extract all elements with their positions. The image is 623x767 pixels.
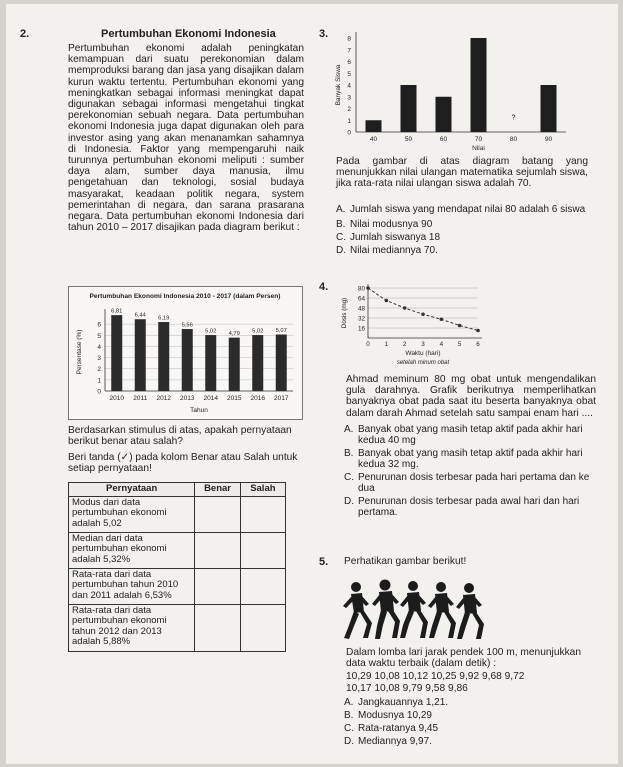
chart1-title: Pertumbuhan Ekonomi Indonesia 2010 - 2017 (dalam Persen) bbox=[89, 293, 281, 300]
q5-option-a[interactable] bbox=[344, 697, 584, 708]
benar-checkbox-cell[interactable] bbox=[195, 568, 240, 604]
statement-table bbox=[68, 482, 286, 652]
chart3-xtick: 5 bbox=[457, 341, 462, 348]
runners-illustration bbox=[340, 578, 490, 642]
header-salah: Salah bbox=[240, 483, 285, 497]
chart3-ytick: 80 bbox=[357, 285, 365, 293]
benar-checkbox-cell[interactable] bbox=[195, 496, 240, 532]
chart2-bar bbox=[541, 85, 557, 132]
q4-option-c[interactable] bbox=[344, 472, 600, 494]
table-row bbox=[69, 604, 286, 651]
drug-dose-chart-svg bbox=[336, 280, 496, 372]
table-row bbox=[69, 532, 286, 568]
chart3-xtick: 4 bbox=[439, 341, 444, 348]
option-letter: D. bbox=[344, 736, 354, 747]
q2-number: 2. bbox=[20, 28, 30, 40]
option-text: Penurunan dosis terbesar pada hari pertama dan ke dua bbox=[358, 472, 590, 494]
q4-options bbox=[344, 424, 600, 518]
chart1-ytick: 1 bbox=[97, 377, 101, 385]
chart3-point bbox=[458, 324, 462, 328]
option-text: Rata-ratanya 9,45 bbox=[358, 723, 439, 734]
runner-3 bbox=[400, 581, 428, 638]
chart1-bar bbox=[205, 335, 216, 391]
option-text: Nilai mediannya 70. bbox=[350, 245, 438, 256]
chart1-xtick: 2014 bbox=[203, 395, 218, 402]
chart2-missing-label: ? bbox=[511, 114, 516, 122]
chart3-xlabel-2: setelah minum obat bbox=[396, 360, 450, 366]
chart2-xlabel: Nilai bbox=[472, 145, 485, 152]
chart1-xtick: 2012 bbox=[156, 395, 171, 402]
chart1-bar bbox=[252, 335, 263, 391]
option-text: Banyak obat yang masih tetap aktif pada akhir hari kedua 40 mg bbox=[358, 424, 583, 446]
statement-text: Modus dari data pertumbuhan ekonomi adalah 5,02 bbox=[69, 496, 195, 532]
drug-dose-chart bbox=[336, 280, 496, 372]
chart1-xtick: 2011 bbox=[133, 395, 148, 402]
salah-checkbox-cell[interactable] bbox=[240, 568, 285, 604]
chart3-ytick: 48 bbox=[357, 305, 365, 313]
q5-question: Dalam lomba lari jarak pendek 100 m, menunjukkan data waktu terbaik (dalam detik) : bbox=[346, 647, 581, 670]
chart1-value-label: 5,07 bbox=[275, 328, 287, 335]
option-letter: A. bbox=[336, 204, 346, 215]
statement-table-header bbox=[69, 483, 286, 497]
option-letter: D. bbox=[336, 245, 346, 256]
chart1-value-label: 6,19 bbox=[158, 315, 170, 322]
chart2-xtick: 50 bbox=[404, 136, 413, 143]
chart2-xtick: 40 bbox=[369, 136, 378, 143]
chart1-bar bbox=[276, 335, 287, 391]
runner-4 bbox=[428, 582, 456, 638]
chart1-ytick: 0 bbox=[97, 388, 101, 396]
option-letter: A. bbox=[344, 697, 354, 708]
chart3-point bbox=[366, 286, 370, 290]
option-letter: B. bbox=[336, 219, 346, 230]
q3-option-d[interactable] bbox=[336, 245, 592, 256]
chart2-xtick: 90 bbox=[544, 136, 553, 143]
chart2-ytick: 6 bbox=[347, 59, 351, 66]
chart3-xtick: 1 bbox=[384, 341, 389, 348]
chart3-ytick: 64 bbox=[357, 295, 365, 303]
q4-question: Ahmad meminum 80 mg obat untuk mengendalikan gula darahnya. Grafik berikutnya memperlihatkan banyaknya obat pada saat itu beserta banyaknya obat dalam darah Ahmad setelah satu sampai enam hari .... bbox=[346, 374, 596, 419]
option-text: Modusnya 10,29 bbox=[358, 710, 432, 721]
chart3-point bbox=[421, 312, 425, 316]
chart1-ytick: 2 bbox=[97, 366, 101, 374]
q4-option-b[interactable] bbox=[344, 448, 600, 470]
chart1-value-label: 6,81 bbox=[111, 308, 123, 315]
chart1-bar bbox=[111, 315, 122, 391]
chart3-ytick: 16 bbox=[357, 325, 365, 333]
chart2-xtick: 80 bbox=[509, 136, 518, 143]
economic-growth-chart-svg bbox=[69, 287, 302, 419]
option-letter: C. bbox=[344, 472, 354, 483]
chart3-point bbox=[403, 306, 407, 310]
option-letter: C. bbox=[344, 723, 354, 734]
option-text: Nilai modusnya 90 bbox=[350, 219, 433, 230]
table-row bbox=[69, 496, 286, 532]
q2-after-chart: Berdasarkan stimulus di atas, apakah pernyataan berikut benar atau salah? bbox=[68, 425, 292, 448]
chart1-ytick: 4 bbox=[97, 343, 101, 351]
chart3-point bbox=[476, 329, 480, 333]
chart2-ytick: 8 bbox=[347, 35, 351, 43]
q5-option-b[interactable] bbox=[344, 710, 584, 721]
q4-number: 4. bbox=[319, 281, 329, 293]
q5-data-line-2: 10,17 10,08 9,79 9,58 9,86 bbox=[346, 683, 468, 694]
option-text: Banyak obat yang masih tetap aktif pada akhir hari kedua 32 mg. bbox=[358, 448, 583, 470]
chart1-value-label: 5,02 bbox=[252, 328, 264, 335]
chart3-xtick: 0 bbox=[366, 341, 370, 348]
q2-title: Pertumbuhan Ekonomi Indonesia bbox=[101, 28, 276, 40]
salah-checkbox-cell[interactable] bbox=[240, 604, 285, 651]
q5-number: 5. bbox=[319, 556, 329, 568]
chart3-ylabel: Dosis (mg) bbox=[341, 297, 348, 329]
chart1-xtick: 2015 bbox=[227, 395, 242, 402]
benar-checkbox-cell[interactable] bbox=[195, 532, 240, 568]
economic-growth-chart bbox=[68, 286, 303, 420]
chart1-ytick: 5 bbox=[97, 332, 101, 340]
q5-option-c[interactable] bbox=[344, 723, 584, 734]
chart2-bar bbox=[436, 97, 452, 132]
statement-text: Rata-rata dari data pertumbuhan ekonomi tahun 2012 dan 2013 adalah 5,88% bbox=[69, 604, 195, 651]
chart3-point bbox=[440, 317, 444, 321]
statement-text: Rata-rata dari data pertumbuhan tahun 2010 dan 2011 adalah 6,53% bbox=[69, 568, 195, 604]
q4-option-d[interactable] bbox=[344, 496, 600, 518]
q3-options bbox=[336, 204, 592, 256]
statement-text: Median dari data pertumbuhan ekonomi adalah 5,32% bbox=[69, 532, 195, 568]
chart2-ytick: 3 bbox=[347, 94, 351, 102]
chart3-xtick: 6 bbox=[476, 341, 480, 348]
benar-checkbox-cell[interactable] bbox=[195, 604, 240, 651]
chart2-ytick: 7 bbox=[347, 47, 351, 55]
chart1-value-label: 6,44 bbox=[134, 312, 146, 319]
chart2-ylabel: Banyak Siswa bbox=[335, 64, 342, 106]
chart2-ytick: 2 bbox=[347, 106, 351, 113]
option-letter: A. bbox=[344, 424, 354, 435]
chart2-ytick: 0 bbox=[347, 129, 351, 137]
q5-prompt: Perhatikan gambar berikut! bbox=[344, 556, 467, 567]
option-letter: B. bbox=[344, 448, 354, 459]
q3-question: Pada gambar di atas diagram batang yang menunjukkan nilai ulangan matematika sejumlah siswa, jika rata-rata nilai ulangan siswa adalah 70. bbox=[336, 156, 588, 190]
chart1-xtick: 2013 bbox=[180, 395, 195, 402]
student-score-chart-svg bbox=[334, 26, 574, 152]
option-text: Penurunan dosis terbesar pada awal hari dan hari pertama. bbox=[358, 496, 580, 518]
option-letter: B. bbox=[344, 710, 354, 721]
chart2-xtick: 70 bbox=[474, 136, 483, 143]
chart1-xtick: 2017 bbox=[274, 395, 289, 402]
q5-options bbox=[344, 697, 584, 747]
option-text: Jumlah siswa yang mendapat nilai 80 adalah 6 siswa bbox=[350, 204, 586, 215]
chart3-point bbox=[385, 299, 389, 303]
q5-option-d[interactable] bbox=[344, 736, 584, 747]
chart1-xtick: 2010 bbox=[109, 395, 124, 402]
runner-5 bbox=[456, 583, 484, 639]
option-letter: D. bbox=[344, 496, 354, 507]
chart2-bar bbox=[366, 120, 382, 132]
header-benar: Benar bbox=[195, 483, 240, 497]
chart2-ytick: 5 bbox=[347, 70, 351, 78]
chart2-ytick: 1 bbox=[347, 117, 351, 125]
chart1-ytick: 6 bbox=[97, 321, 101, 329]
q2-paragraph: Pertumbuhan ekonomi adalah peningkatan kemampuan dari suatu perekonomian dalam memproduksi barang dan jasa yang disajikan dalam kurun waktu tertentu. Pertumbuhan ekonomi yang meningkatkan sebagai informasi meningkat dapat digunakan sebagai informasi mengetahui tingkat perekonomian sebuah negara. Data pertumbuhan ekonomi Indonesia juga dapat digunakan oleh para investor asing yang akan menanamkan sahamnya di Indonesia. Faktor yang mempengaruhi naik turunnya pertumbuhan ekonomi meliputi : sumber daya alam, sumber daya manusia, ilmu pengetahuan dan teknologi, sosial budaya masyarakat, keadaan politik negara, system pemerintahan di negara, dan sarana prasarana negara. Data pertumbuhan ekonomi Indonesia dari tahun 2010 – 2017 disajikan pada diagram berikut : bbox=[68, 43, 304, 234]
q5-data-line-1: 10,29 10,08 10,12 10,25 9,92 9,68 9,72 bbox=[346, 671, 525, 682]
worksheet-page bbox=[6, 4, 618, 764]
chart1-value-label: 5,02 bbox=[205, 328, 217, 335]
q3-number: 3. bbox=[319, 28, 329, 40]
chart3-series-line bbox=[368, 288, 478, 331]
runner-1 bbox=[343, 582, 372, 639]
chart1-xlabel: Tahun bbox=[190, 407, 208, 414]
chart1-ytick: 3 bbox=[97, 355, 101, 363]
chart2-ytick: 4 bbox=[347, 82, 351, 90]
option-text: Jumlah siswanya 18 bbox=[350, 232, 441, 243]
salah-checkbox-cell[interactable] bbox=[240, 532, 285, 568]
chart1-xtick: 2016 bbox=[250, 395, 265, 402]
header-pernyataan: Pernyataan bbox=[69, 483, 195, 497]
q3-option-b[interactable] bbox=[336, 219, 592, 230]
chart1-bar bbox=[158, 322, 169, 391]
chart3-ytick: 32 bbox=[357, 315, 365, 323]
runner-2 bbox=[372, 580, 400, 640]
chart3-xlabel: Waktu (hari) bbox=[405, 350, 441, 357]
runners-svg bbox=[340, 578, 490, 642]
chart1-value-label: 5,56 bbox=[181, 322, 193, 329]
table-row bbox=[69, 568, 286, 604]
chart2-bar bbox=[401, 85, 417, 132]
salah-checkbox-cell[interactable] bbox=[240, 496, 285, 532]
option-text: Jangkauannya 1,21. bbox=[358, 697, 449, 708]
q4-option-a[interactable] bbox=[344, 424, 600, 446]
chart1-bar bbox=[135, 319, 146, 391]
chart1-bar bbox=[229, 338, 240, 391]
q2-instruction: Beri tanda (✓) pada kolom Benar atau Salah untuk setiap pernyataan! bbox=[68, 452, 298, 475]
chart1-value-label: 4,79 bbox=[228, 331, 240, 338]
q3-option-a[interactable] bbox=[336, 204, 592, 215]
option-letter: C. bbox=[336, 232, 346, 243]
chart2-xtick: 60 bbox=[439, 136, 448, 143]
chart1-ylabel: Persentase (%) bbox=[76, 329, 83, 375]
chart1-bar bbox=[182, 329, 193, 391]
q3-option-c[interactable] bbox=[336, 232, 592, 243]
chart3-xtick: 2 bbox=[402, 341, 407, 348]
chart3-xtick: 3 bbox=[421, 341, 425, 348]
student-score-chart bbox=[334, 26, 574, 152]
chart2-bar bbox=[471, 38, 487, 132]
option-text: Mediannya 9,97. bbox=[358, 736, 432, 747]
